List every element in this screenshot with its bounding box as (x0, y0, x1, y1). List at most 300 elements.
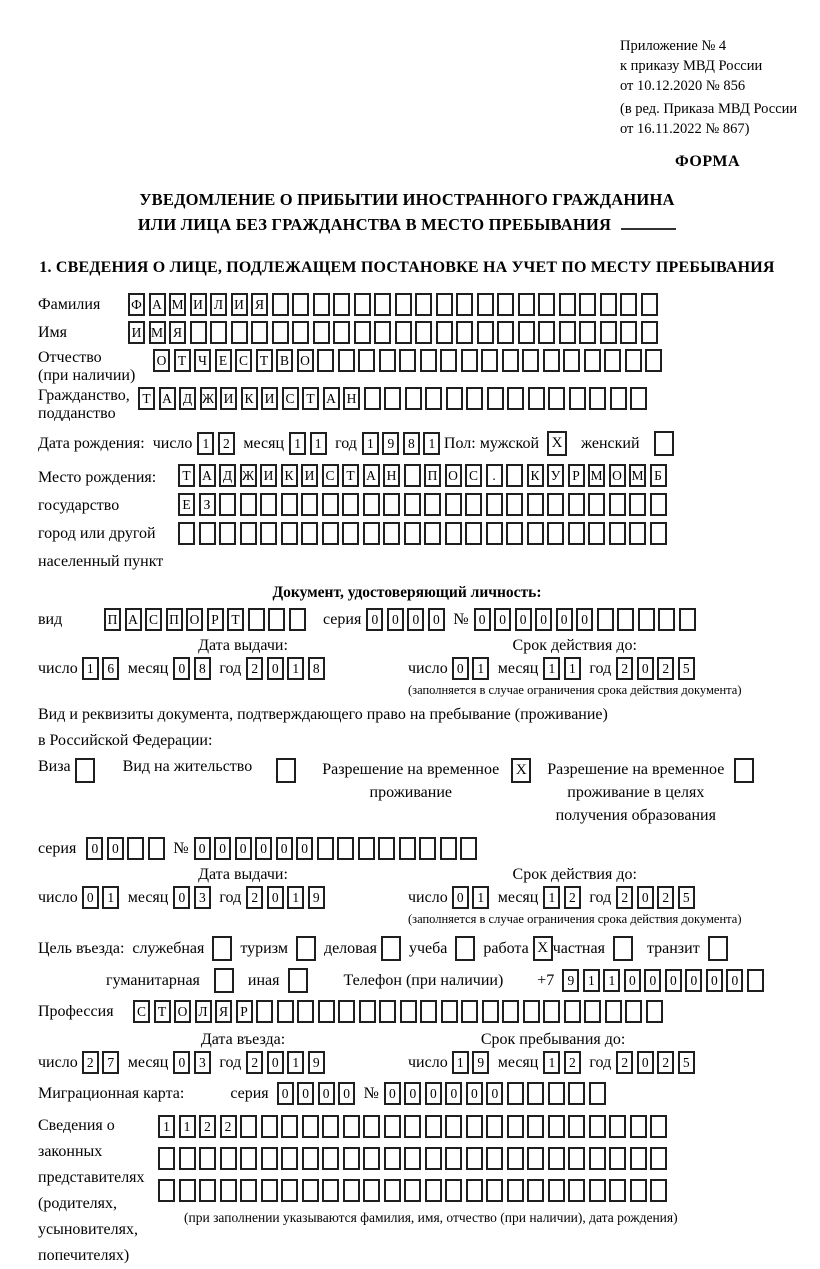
form-cell[interactable]: С (465, 464, 482, 487)
form-cell[interactable]: А (323, 387, 340, 410)
form-cell[interactable] (256, 1000, 273, 1023)
form-cell[interactable]: Ж (200, 387, 217, 410)
form-cell[interactable] (384, 1115, 401, 1138)
form-cell[interactable] (538, 293, 555, 316)
form-cell[interactable] (460, 837, 477, 860)
form-cell[interactable] (317, 349, 334, 372)
form-cell[interactable] (477, 293, 494, 316)
form-cell[interactable]: С (282, 387, 299, 410)
form-cell[interactable] (617, 608, 634, 631)
form-cell[interactable]: 0 (267, 657, 284, 680)
form-cell[interactable]: Т (138, 387, 155, 410)
form-cell[interactable]: И (301, 464, 318, 487)
rvp-education-checkbox[interactable] (734, 758, 754, 783)
form-cell[interactable]: 0 (173, 657, 190, 680)
form-cell[interactable]: 0 (452, 886, 469, 909)
form-cell[interactable]: 8 (194, 657, 211, 680)
form-cell[interactable] (589, 1179, 606, 1202)
form-cell[interactable]: 0 (726, 969, 743, 992)
form-cell[interactable]: 0 (685, 969, 702, 992)
form-cell[interactable] (456, 293, 473, 316)
form-cell[interactable] (374, 321, 391, 344)
form-cell[interactable] (630, 1147, 647, 1170)
form-cell[interactable] (354, 293, 371, 316)
form-cell[interactable]: 0 (82, 886, 99, 909)
form-cell[interactable] (383, 493, 400, 516)
form-cell[interactable] (507, 1082, 524, 1105)
form-cell[interactable] (260, 493, 277, 516)
form-cell[interactable] (486, 1115, 503, 1138)
form-cell[interactable] (363, 1179, 380, 1202)
form-cell[interactable] (158, 1179, 175, 1202)
form-cell[interactable] (342, 493, 359, 516)
form-cell[interactable]: О (445, 464, 462, 487)
form-cell[interactable] (620, 321, 637, 344)
form-cell[interactable]: И (128, 321, 145, 344)
form-cell[interactable]: 0 (637, 886, 654, 909)
form-cell[interactable] (641, 321, 658, 344)
form-cell[interactable]: Т (302, 387, 319, 410)
form-cell[interactable]: 0 (425, 1082, 442, 1105)
form-cell[interactable]: 2 (218, 432, 235, 455)
form-cell[interactable]: Т (154, 1000, 171, 1023)
form-cell[interactable] (543, 1000, 560, 1023)
form-cell[interactable]: М (149, 321, 166, 344)
form-cell[interactable] (446, 387, 463, 410)
form-cell[interactable] (440, 837, 457, 860)
form-cell[interactable] (502, 1000, 519, 1023)
form-cell[interactable] (342, 522, 359, 545)
form-cell[interactable] (436, 293, 453, 316)
form-cell[interactable] (497, 293, 514, 316)
form-cell[interactable] (338, 1000, 355, 1023)
form-cell[interactable] (548, 1115, 565, 1138)
form-cell[interactable] (445, 522, 462, 545)
form-cell[interactable]: 1 (287, 1051, 304, 1074)
form-cell[interactable]: 1 (362, 432, 379, 455)
form-cell[interactable] (231, 321, 248, 344)
form-cell[interactable]: 9 (562, 969, 579, 992)
form-cell[interactable] (568, 1115, 585, 1138)
form-cell[interactable] (522, 349, 539, 372)
form-cell[interactable]: 5 (678, 1051, 695, 1074)
form-cell[interactable]: Е (215, 349, 232, 372)
form-cell[interactable] (564, 1000, 581, 1023)
form-cell[interactable] (384, 387, 401, 410)
form-cell[interactable] (589, 387, 606, 410)
form-cell[interactable] (461, 349, 478, 372)
form-cell[interactable]: 0 (644, 969, 661, 992)
form-cell[interactable] (584, 349, 601, 372)
form-cell[interactable] (199, 1179, 216, 1202)
form-cell[interactable]: 0 (665, 969, 682, 992)
form-cell[interactable] (405, 387, 422, 410)
form-cell[interactable] (456, 321, 473, 344)
form-cell[interactable] (466, 1115, 483, 1138)
form-cell[interactable] (219, 522, 236, 545)
form-cell[interactable] (404, 1147, 421, 1170)
form-cell[interactable]: 2 (657, 657, 674, 680)
form-cell[interactable] (240, 1147, 257, 1170)
form-cell[interactable]: Я (169, 321, 186, 344)
form-cell[interactable]: И (261, 387, 278, 410)
form-cell[interactable] (589, 1115, 606, 1138)
form-cell[interactable]: 2 (616, 657, 633, 680)
form-cell[interactable] (281, 1147, 298, 1170)
form-cell[interactable]: С (322, 464, 339, 487)
form-cell[interactable] (404, 493, 421, 516)
form-cell[interactable]: 0 (535, 608, 552, 631)
form-cell[interactable] (609, 522, 626, 545)
form-cell[interactable]: . (486, 464, 503, 487)
form-cell[interactable]: 0 (452, 657, 469, 680)
form-cell[interactable]: Ф (128, 293, 145, 316)
form-cell[interactable]: В (276, 349, 293, 372)
form-cell[interactable]: 0 (173, 886, 190, 909)
form-cell[interactable] (190, 321, 207, 344)
form-cell[interactable] (486, 1147, 503, 1170)
purpose-private-checkbox[interactable] (613, 936, 633, 961)
form-cell[interactable] (506, 464, 523, 487)
form-cell[interactable] (363, 1147, 380, 1170)
form-cell[interactable] (600, 321, 617, 344)
form-cell[interactable]: 0 (214, 837, 231, 860)
form-cell[interactable] (563, 349, 580, 372)
form-cell[interactable]: Т (174, 349, 191, 372)
form-cell[interactable] (650, 493, 667, 516)
form-cell[interactable] (747, 969, 764, 992)
form-cell[interactable] (600, 293, 617, 316)
form-cell[interactable] (179, 1147, 196, 1170)
form-cell[interactable] (609, 1179, 626, 1202)
form-cell[interactable]: 2 (657, 886, 674, 909)
form-cell[interactable] (610, 387, 627, 410)
form-cell[interactable]: С (133, 1000, 150, 1023)
form-cell[interactable] (404, 464, 421, 487)
form-cell[interactable]: 2 (246, 657, 263, 680)
form-cell[interactable] (343, 1147, 360, 1170)
sex-female-checkbox[interactable] (654, 431, 674, 456)
form-cell[interactable]: П (104, 608, 121, 631)
form-cell[interactable]: 2 (246, 886, 263, 909)
form-cell[interactable] (568, 1147, 585, 1170)
form-cell[interactable] (650, 1179, 667, 1202)
form-cell[interactable] (538, 321, 555, 344)
form-cell[interactable] (548, 1147, 565, 1170)
form-cell[interactable] (629, 522, 646, 545)
form-cell[interactable] (630, 1115, 647, 1138)
form-cell[interactable] (497, 321, 514, 344)
form-cell[interactable] (199, 522, 216, 545)
form-cell[interactable] (415, 321, 432, 344)
form-cell[interactable] (425, 387, 442, 410)
form-cell[interactable] (465, 522, 482, 545)
form-cell[interactable] (487, 387, 504, 410)
form-cell[interactable] (486, 493, 503, 516)
form-cell[interactable] (466, 1147, 483, 1170)
form-cell[interactable] (301, 522, 318, 545)
form-cell[interactable] (359, 1000, 376, 1023)
form-cell[interactable] (424, 522, 441, 545)
form-cell[interactable]: 0 (706, 969, 723, 992)
form-cell[interactable] (589, 1082, 606, 1105)
form-cell[interactable]: 1 (423, 432, 440, 455)
form-cell[interactable]: К (241, 387, 258, 410)
form-cell[interactable] (579, 321, 596, 344)
form-cell[interactable] (240, 1179, 257, 1202)
form-cell[interactable] (650, 1147, 667, 1170)
form-cell[interactable] (379, 349, 396, 372)
form-cell[interactable] (302, 1179, 319, 1202)
form-cell[interactable] (527, 1147, 544, 1170)
form-cell[interactable]: О (297, 349, 314, 372)
purpose-business-checkbox[interactable] (212, 936, 232, 961)
form-cell[interactable] (650, 1115, 667, 1138)
form-cell[interactable] (301, 493, 318, 516)
form-cell[interactable]: И (260, 464, 277, 487)
form-cell[interactable] (322, 493, 339, 516)
form-cell[interactable] (384, 1147, 401, 1170)
form-cell[interactable] (502, 349, 519, 372)
form-cell[interactable] (507, 387, 524, 410)
form-cell[interactable]: О (609, 464, 626, 487)
form-cell[interactable] (399, 837, 416, 860)
form-cell[interactable]: 1 (583, 969, 600, 992)
form-cell[interactable]: П (166, 608, 183, 631)
form-cell[interactable]: 0 (486, 1082, 503, 1105)
residence-permit-checkbox[interactable] (276, 758, 296, 783)
form-cell[interactable]: 2 (564, 1051, 581, 1074)
form-cell[interactable]: 1 (603, 969, 620, 992)
form-cell[interactable] (260, 522, 277, 545)
form-cell[interactable] (178, 522, 195, 545)
form-cell[interactable] (333, 293, 350, 316)
form-cell[interactable] (425, 1115, 442, 1138)
purpose-work-checkbox[interactable]: X (533, 936, 553, 961)
form-cell[interactable] (420, 349, 437, 372)
form-cell[interactable] (597, 608, 614, 631)
form-cell[interactable]: 0 (466, 1082, 483, 1105)
form-cell[interactable]: А (199, 464, 216, 487)
form-cell[interactable]: 1 (82, 657, 99, 680)
form-cell[interactable] (507, 1115, 524, 1138)
form-cell[interactable] (477, 321, 494, 344)
form-cell[interactable]: 0 (338, 1082, 355, 1105)
form-cell[interactable]: 1 (543, 1051, 560, 1074)
form-cell[interactable] (313, 321, 330, 344)
form-cell[interactable]: 0 (267, 1051, 284, 1074)
form-cell[interactable]: Я (215, 1000, 232, 1023)
form-cell[interactable] (425, 1179, 442, 1202)
form-cell[interactable] (425, 1147, 442, 1170)
form-cell[interactable] (629, 493, 646, 516)
form-cell[interactable]: 0 (194, 837, 211, 860)
form-cell[interactable] (313, 293, 330, 316)
form-cell[interactable] (630, 1179, 647, 1202)
form-cell[interactable] (569, 387, 586, 410)
form-cell[interactable] (383, 522, 400, 545)
form-cell[interactable]: А (363, 464, 380, 487)
sex-male-checkbox[interactable]: X (547, 431, 567, 456)
form-cell[interactable] (543, 349, 560, 372)
form-cell[interactable] (379, 1000, 396, 1023)
form-cell[interactable]: 0 (404, 1082, 421, 1105)
form-cell[interactable] (179, 1179, 196, 1202)
purpose-transit-checkbox[interactable] (708, 936, 728, 961)
form-cell[interactable] (568, 493, 585, 516)
form-cell[interactable]: 0 (428, 608, 445, 631)
form-cell[interactable] (220, 1147, 237, 1170)
form-cell[interactable] (559, 293, 576, 316)
form-cell[interactable]: 2 (616, 1051, 633, 1074)
form-cell[interactable] (445, 1147, 462, 1170)
form-cell[interactable]: О (153, 349, 170, 372)
form-cell[interactable] (605, 1000, 622, 1023)
form-cell[interactable] (148, 837, 165, 860)
form-cell[interactable] (240, 522, 257, 545)
form-cell[interactable]: 0 (515, 608, 532, 631)
form-cell[interactable]: Р (207, 608, 224, 631)
form-cell[interactable]: С (145, 608, 162, 631)
form-cell[interactable]: Т (178, 464, 195, 487)
form-cell[interactable] (679, 608, 696, 631)
form-cell[interactable] (507, 1147, 524, 1170)
form-cell[interactable] (404, 1115, 421, 1138)
form-cell[interactable]: 1 (472, 886, 489, 909)
form-cell[interactable] (436, 321, 453, 344)
form-cell[interactable] (625, 349, 642, 372)
form-cell[interactable] (399, 349, 416, 372)
form-cell[interactable] (358, 837, 375, 860)
form-cell[interactable]: 1 (543, 657, 560, 680)
purpose-commercial-checkbox[interactable] (381, 936, 401, 961)
form-cell[interactable]: 0 (474, 608, 491, 631)
form-cell[interactable] (625, 1000, 642, 1023)
form-cell[interactable]: Т (342, 464, 359, 487)
form-cell[interactable] (461, 1000, 478, 1023)
form-cell[interactable]: Ж (240, 464, 257, 487)
form-cell[interactable] (559, 321, 576, 344)
form-cell[interactable] (419, 837, 436, 860)
form-cell[interactable] (445, 493, 462, 516)
purpose-other-checkbox[interactable] (288, 968, 308, 993)
form-cell[interactable]: Т (256, 349, 273, 372)
form-cell[interactable] (568, 522, 585, 545)
form-cell[interactable]: О (174, 1000, 191, 1023)
form-cell[interactable] (337, 837, 354, 860)
form-cell[interactable] (547, 522, 564, 545)
form-cell[interactable] (404, 1179, 421, 1202)
form-cell[interactable]: 0 (267, 886, 284, 909)
form-cell[interactable] (302, 1147, 319, 1170)
form-cell[interactable] (481, 349, 498, 372)
form-cell[interactable]: 0 (276, 837, 293, 860)
form-cell[interactable]: 0 (576, 608, 593, 631)
form-cell[interactable] (363, 493, 380, 516)
form-cell[interactable]: 2 (246, 1051, 263, 1074)
form-cell[interactable] (354, 321, 371, 344)
form-cell[interactable] (261, 1179, 278, 1202)
form-cell[interactable]: 1 (287, 886, 304, 909)
form-cell[interactable] (127, 837, 144, 860)
form-cell[interactable]: 3 (194, 886, 211, 909)
form-cell[interactable] (466, 1179, 483, 1202)
form-cell[interactable]: 9 (308, 1051, 325, 1074)
form-cell[interactable] (620, 293, 637, 316)
form-cell[interactable] (268, 608, 285, 631)
form-cell[interactable]: Б (650, 464, 667, 487)
form-cell[interactable]: 5 (678, 657, 695, 680)
form-cell[interactable]: 0 (255, 837, 272, 860)
form-cell[interactable]: Н (343, 387, 360, 410)
form-cell[interactable]: 0 (318, 1082, 335, 1105)
form-cell[interactable]: Р (568, 464, 585, 487)
form-cell[interactable] (445, 1115, 462, 1138)
form-cell[interactable] (658, 608, 675, 631)
form-cell[interactable] (378, 837, 395, 860)
form-cell[interactable] (363, 522, 380, 545)
form-cell[interactable] (445, 1179, 462, 1202)
form-cell[interactable]: К (527, 464, 544, 487)
form-cell[interactable]: Л (210, 293, 227, 316)
form-cell[interactable] (548, 1082, 565, 1105)
form-cell[interactable] (609, 1147, 626, 1170)
form-cell[interactable]: 0 (173, 1051, 190, 1074)
form-cell[interactable] (486, 522, 503, 545)
form-cell[interactable]: 2 (220, 1115, 237, 1138)
form-cell[interactable] (568, 1082, 585, 1105)
form-cell[interactable]: 1 (289, 432, 306, 455)
form-cell[interactable] (240, 493, 257, 516)
form-cell[interactable]: Т (227, 608, 244, 631)
form-cell[interactable]: 0 (297, 1082, 314, 1105)
form-cell[interactable] (548, 387, 565, 410)
form-cell[interactable] (588, 493, 605, 516)
form-cell[interactable]: 0 (384, 1082, 401, 1105)
form-cell[interactable] (318, 1000, 335, 1023)
form-cell[interactable]: 0 (407, 608, 424, 631)
form-cell[interactable] (272, 293, 289, 316)
form-cell[interactable] (523, 1000, 540, 1023)
form-cell[interactable]: 2 (616, 886, 633, 909)
form-cell[interactable]: 1 (102, 886, 119, 909)
form-cell[interactable] (527, 1179, 544, 1202)
form-cell[interactable] (219, 493, 236, 516)
form-cell[interactable] (343, 1115, 360, 1138)
visa-checkbox[interactable] (75, 758, 95, 783)
form-cell[interactable] (506, 522, 523, 545)
form-cell[interactable]: А (125, 608, 142, 631)
form-cell[interactable]: 1 (310, 432, 327, 455)
form-cell[interactable]: 0 (637, 657, 654, 680)
form-cell[interactable]: 0 (366, 608, 383, 631)
form-cell[interactable]: К (281, 464, 298, 487)
form-cell[interactable] (527, 1115, 544, 1138)
form-cell[interactable]: 1 (158, 1115, 175, 1138)
form-cell[interactable]: 0 (107, 837, 124, 860)
form-cell[interactable] (646, 1000, 663, 1023)
form-cell[interactable] (609, 1115, 626, 1138)
form-cell[interactable]: 6 (102, 657, 119, 680)
form-cell[interactable] (395, 293, 412, 316)
form-cell[interactable]: С (235, 349, 252, 372)
form-cell[interactable] (261, 1147, 278, 1170)
form-cell[interactable] (199, 1147, 216, 1170)
form-cell[interactable]: Н (383, 464, 400, 487)
form-cell[interactable]: 1 (452, 1051, 469, 1074)
form-cell[interactable] (404, 522, 421, 545)
form-cell[interactable] (507, 1179, 524, 1202)
